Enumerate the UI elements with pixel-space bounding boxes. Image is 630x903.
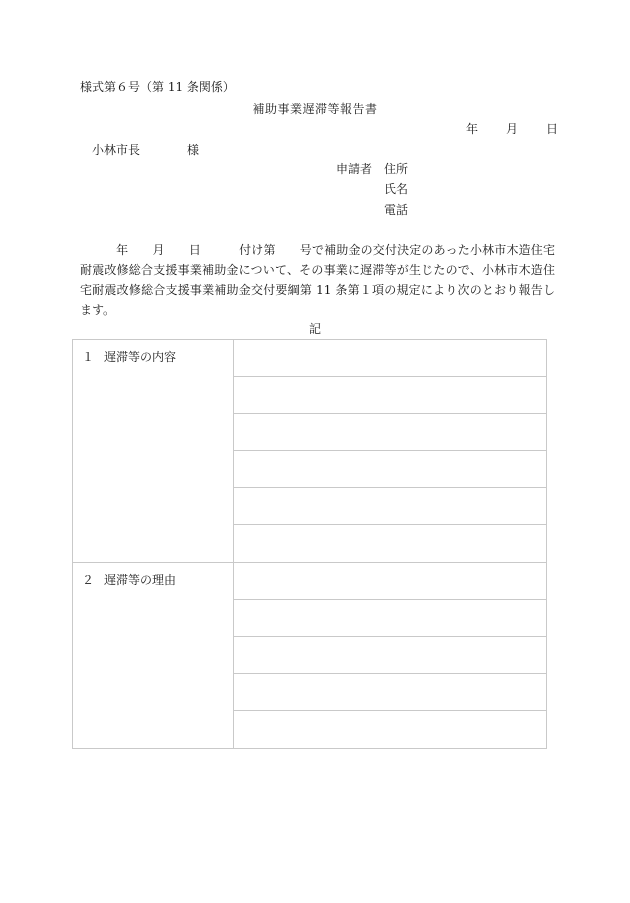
ki-heading: 記	[308, 322, 321, 336]
date-month-label: 月	[506, 122, 519, 136]
body-day: 日	[188, 243, 201, 257]
form-number: 様式第６号（第 11 条関係）	[80, 80, 235, 94]
entry-rows	[234, 340, 546, 562]
address-label: 住所	[384, 162, 409, 176]
body-text-part2: 号で補助金の交付決定のあった小林市木造住宅耐震改修総合支援事業補助金について、その事業に遅滞等が生じたので、小林市木造住宅耐震改修総合支援事業補助金交付要綱第 11 条第１項の規定により次のとおり報告します。	[80, 243, 555, 317]
entry-row[interactable]	[234, 377, 546, 414]
entry-row[interactable]	[234, 525, 546, 562]
report-body	[80, 240, 555, 320]
addressee-name: 小林市長	[92, 143, 141, 157]
submission-date	[466, 121, 558, 137]
section-number: １	[82, 350, 95, 364]
entry-row[interactable]	[234, 451, 546, 488]
date-day-label: 日	[546, 122, 559, 136]
addressee-honorific: 様	[187, 143, 200, 157]
body-year: 年	[116, 243, 129, 257]
section-title: 遅滞等の理由	[104, 573, 177, 587]
section-delay-content	[73, 340, 546, 563]
entry-row[interactable]	[234, 414, 546, 451]
section-title: 遅滞等の内容	[104, 350, 177, 364]
report-table	[72, 339, 547, 749]
body-text-part1: 付け第	[238, 243, 276, 257]
applicant-label: 申請者	[336, 162, 373, 176]
section-label	[73, 340, 234, 562]
addressee	[92, 142, 199, 158]
entry-row[interactable]	[234, 340, 546, 377]
entry-row[interactable]	[234, 674, 546, 711]
section-label	[73, 563, 234, 748]
name-label: 氏名	[384, 182, 409, 196]
entry-row[interactable]	[234, 600, 546, 637]
entry-row[interactable]	[234, 711, 546, 748]
document-title: 補助事業遅滞等報告書	[252, 102, 378, 116]
body-month: 月	[152, 243, 165, 257]
section-number: ２	[82, 573, 95, 587]
date-year-label: 年	[466, 122, 479, 136]
section-delay-reason	[73, 563, 546, 748]
entry-row[interactable]	[234, 563, 546, 600]
entry-row[interactable]	[234, 637, 546, 674]
entry-rows	[234, 563, 546, 748]
entry-row[interactable]	[234, 488, 546, 525]
phone-label: 電話	[384, 203, 409, 217]
